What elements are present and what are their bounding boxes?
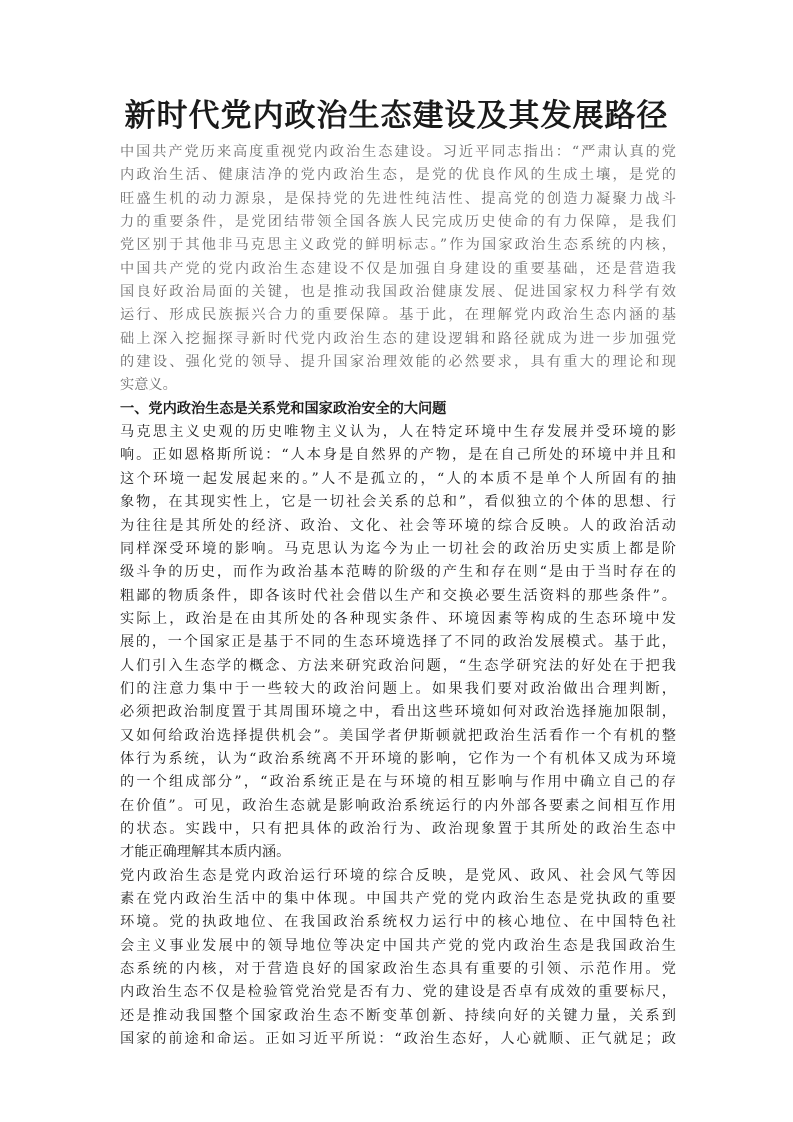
text-line: 为往往是其所处的经济、政治、文化、社会等环境的综合反映。人的政治活动 [120, 517, 676, 534]
section-1-paragraph-1 [120, 421, 676, 865]
text-line: 党内政治生态是党内政治运行环境的综合反映，是党风、政风、社会风气等因 [120, 867, 676, 884]
text-line: 人们引入生态学的概念、方法来研究政治问题，“生态学研究法的好处在于把我 [120, 657, 676, 674]
text-line: 力的重要条件，是党团结带领全国各族人民完成历史使命的有力保障，是我们 [120, 214, 676, 231]
text-line: 国家的前途和命运。正如习近平所说：“政治生态好，人心就顺、正气就足；政 [120, 1031, 676, 1048]
text-line: 体行为系统，认为“政治系统离不开环境的影响，它作为一个有机体又成为环境 [120, 750, 676, 767]
text-line: 这个环境一起发展起来的。”人不是孤立的，“人的本质不是单个人所固有的抽 [120, 470, 676, 487]
text-line: 还是推动我国整个国家政治生态不断变革创新、持续向好的关键力量，关系到 [120, 1007, 676, 1024]
text-line: 象物，在其现实性上，它是一切社会关系的总和”，看似独立的个体的思想、行 [120, 494, 676, 511]
text-line: 中国共产党的党内政治生态建设不仅是加强自身建设的重要基础，还是营造我 [120, 260, 676, 277]
text-line: 粗鄙的物质条件，即各该时代社会借以生产和交换必要生活资料的那些条件”。 [120, 587, 676, 604]
text-line: 中国共产党历来高度重视党内政治生态建设。习近平同志指出：“严肃认真的党 [120, 144, 676, 160]
text-line: 实际上，政治是在由其所处的各种现实条件、环境因素等构成的生态环境中发 [120, 610, 676, 627]
text-line: 态系统的内核，对于营造良好的国家政治生态具有重要的引领、示范作用。党 [120, 961, 676, 978]
text-line: 国良好政治局面的关键，也是推动我国政治健康发展、促进国家权力科学有效 [120, 284, 676, 301]
text-line: 的状态。实践中，只有把具体的政治行为、政治现象置于其所处的政治生态中 [120, 820, 676, 837]
text-line: 会主义事业发展中的领导地位等决定中国共产党的党内政治生态是我国政治生 [120, 937, 676, 954]
intro-paragraph [120, 141, 676, 398]
text-line: 内政治生活、健康洁净的党内政治生态，是党的优良作风的生成土壤，是党的 [120, 167, 676, 184]
text-line: 础上深入挖掘探寻新时代党内政治生态的建设逻辑和路径就成为进一步加强党 [120, 330, 676, 347]
text-line: 展的，一个国家正是基于不同的生态环境选择了不同的政治发展模式。基于此， [120, 634, 676, 651]
section-1-paragraph-2 [120, 865, 676, 1052]
text-line: 同样深受环境的影响。马克思认为迄今为止一切社会的政治历史实质上都是阶 [120, 540, 676, 557]
text-line: 又如何给政治选择提供机会”。美国学者伊斯顿就把政治生活看作一个有机的整 [120, 727, 676, 744]
text-line: 运行、形成民族振兴合力的重要保障。基于此，在理解党内政治生态内涵的基 [120, 307, 676, 324]
text-line: 旺盛生机的动力源泉，是保持党的先进性纯洁性、提高党的创造力凝聚力战斗 [120, 190, 676, 207]
text-line: 的建设、强化党的领导、提升国家治理效能的必然要求，具有重大的理论和现 [120, 354, 676, 371]
document-body [120, 141, 676, 1051]
text-line: 必须把政治制度置于其周围环境之中，看出这些环境如何对政治选择施加限制， [120, 704, 676, 721]
text-line: 马克思主义史观的历史唯物主义认为，人在特定环境中生存发展并受环境的影 [120, 424, 676, 441]
text-line: 们的注意力集中于一些较大的政治问题上。如果我们要对政治做出合理判断， [120, 680, 676, 697]
text-line: 级斗争的历史，而作为政治基本范畴的阶级的产生和存在则“是由于当时存在的 [120, 564, 676, 581]
text-line: 素在党内政治生活中的集中体现。中国共产党的党内政治生态是党执政的重要 [120, 891, 676, 907]
text-line: 实意义。 [120, 377, 177, 394]
text-line: 环境。党的执政地位、在我国政治系统权力运行中的核心地位、在中国特色社 [120, 914, 676, 931]
section-heading: 一、党内政治生态是关系党和国家政治安全的大问题 [120, 400, 447, 417]
text-line: 党区别于其他非马克思主义政党的鲜明标志。”作为国家政治生态系统的内核， [120, 237, 676, 254]
document-title: 新时代党内政治生态建设及其发展路径 [124, 98, 669, 134]
text-line: 内政治生态不仅是检验管党治党是否有力、党的建设是否卓有成效的重要标尺， [120, 984, 676, 1001]
text-line: 的一个组成部分”，“政治系统正是在与环境的相互影响与作用中确立自己的存 [120, 774, 676, 791]
text-line: 响。正如恩格斯所说：“人本身是自然界的产物，是在自己所处的环境中并且和 [120, 447, 676, 464]
text-line: 才能正确理解其本质内涵。 [120, 844, 291, 861]
text-line: 在价值”。可见，政治生态就是影响政治系统运行的内外部各要素之间相互作用 [120, 797, 676, 814]
